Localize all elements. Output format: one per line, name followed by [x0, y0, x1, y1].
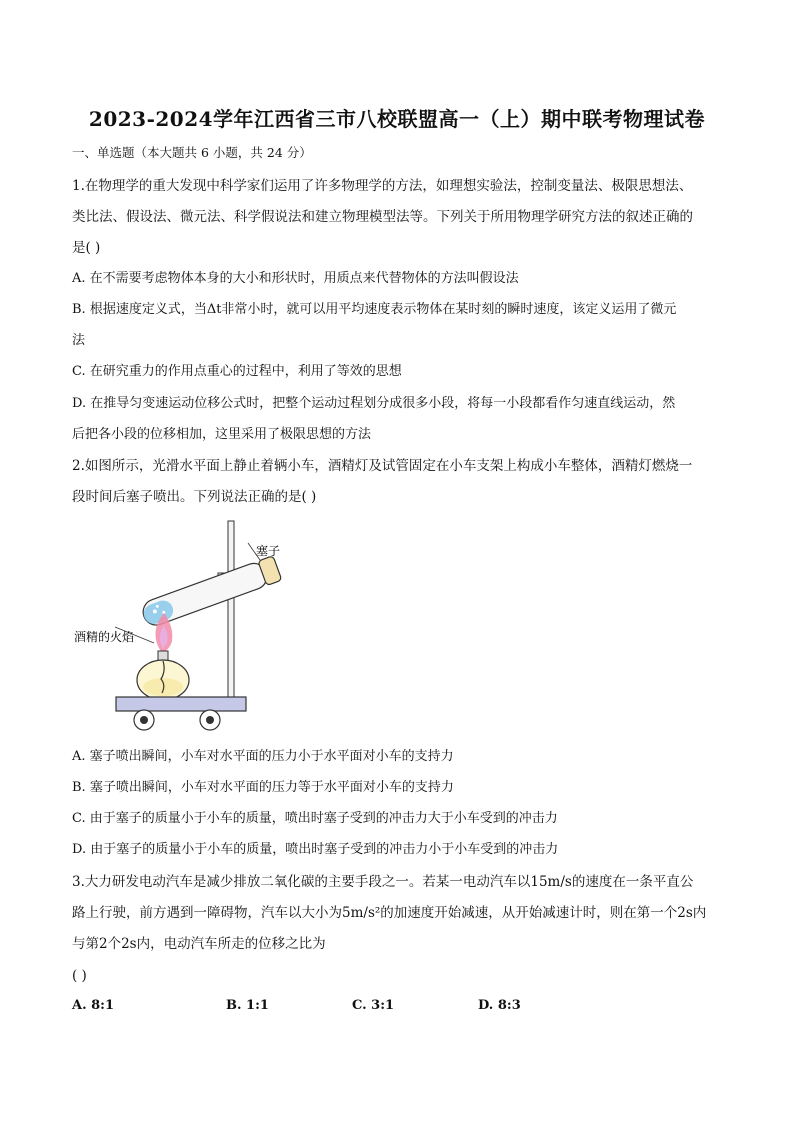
q2-option-c: C. 由于塞子的质量小于小车的质量，喷出时塞子受到的冲击力大于小车受到的冲击力	[72, 811, 558, 826]
page-title: 2023-2024学年江西省三市八校联盟高一（上）期中联考物理试卷	[88, 107, 706, 131]
q1-option-a: A. 在不需要考虑物体本身的大小和形状时，用质点来代替物体的方法叫假设法	[72, 271, 519, 286]
cart-body	[116, 697, 246, 711]
q2-stem-line-2: 段时间后塞子喷出。下列说法正确的是( )	[72, 489, 317, 505]
q1-option-b-cont: 法	[72, 333, 86, 348]
q1-option-d-cont: 后把各小段的位移相加，这里采用了极限思想的方法	[72, 427, 372, 442]
q3-choice-d: D. 8:3	[478, 998, 521, 1013]
q3-stem-line-3: 与第2个2s内，电动汽车所走的位移之比为	[72, 936, 326, 952]
q1-stem-line-3: 是( )	[72, 240, 101, 256]
q3-stem-line-1: 3.大力研发电动汽车是减少排放二氧化碳的主要手段之一。若某一电动汽车以15m/s的速度在一条平直公	[72, 874, 694, 890]
q2-stem-line-1: 2.如图所示，光滑水平面上静止着辆小车，酒精灯及试管固定在小车支架上构成小车整体，酒精灯燃烧一	[72, 458, 693, 474]
alcohol-lamp-cart-figure	[70, 515, 300, 735]
q1-option-d: D. 在推导匀变速运动位移公式时，把整个运动过程划分成很多小段，将每一小段都看作匀速直线运动，然	[72, 396, 676, 411]
section-heading: 一、单选题（本大题共 6 小题，共 24 分）	[72, 145, 312, 160]
stopper-label: 塞子	[256, 544, 281, 558]
q1-stem-line-2: 类比法、假设法、微元法、科学假说法和建立物理模型法等。下列关于所用物理学研究方法的叙述正确的	[72, 209, 693, 225]
q1-option-b: B. 根据速度定义式，当Δt非常小时，就可以用平均速度表示物体在某时刻的瞬时速度，该定义运用了微元	[72, 302, 677, 317]
q3-stem-line-4: ( )	[72, 968, 87, 984]
stand-pole	[228, 521, 234, 697]
q1-stem-line-1: 1.在物理学的重大发现中科学家们运用了许多物理学的方法，如理想实验法，控制变量法、极限思想法、	[72, 178, 693, 194]
q3-choice-c: C. 3:1	[352, 998, 395, 1013]
q3-choice-a: A. 8:1	[72, 998, 115, 1013]
q3-choice-b: B. 1:1	[226, 998, 269, 1013]
q2-option-d: D. 由于塞子的质量小于小车的质量，喷出时塞子受到的冲击力小于小车受到的冲击力	[72, 842, 559, 857]
flame-label: 酒精的火焰	[74, 630, 135, 644]
q1-option-c: C. 在研究重力的作用点重心的过程中，利用了等效的思想	[72, 364, 402, 379]
q2-option-a: A. 塞子喷出瞬间，小车对水平面的压力小于水平面对小车的支持力	[72, 749, 454, 764]
q2-option-b: B. 塞子喷出瞬间，小车对水平面的压力等于水平面对小车的支持力	[72, 780, 454, 795]
q3-stem-line-2: 路上行驶，前方遇到一障碍物，汽车以大小为5m/s²的加速度开始减速，从开始减速计时，则在第一个2s内	[72, 905, 707, 921]
